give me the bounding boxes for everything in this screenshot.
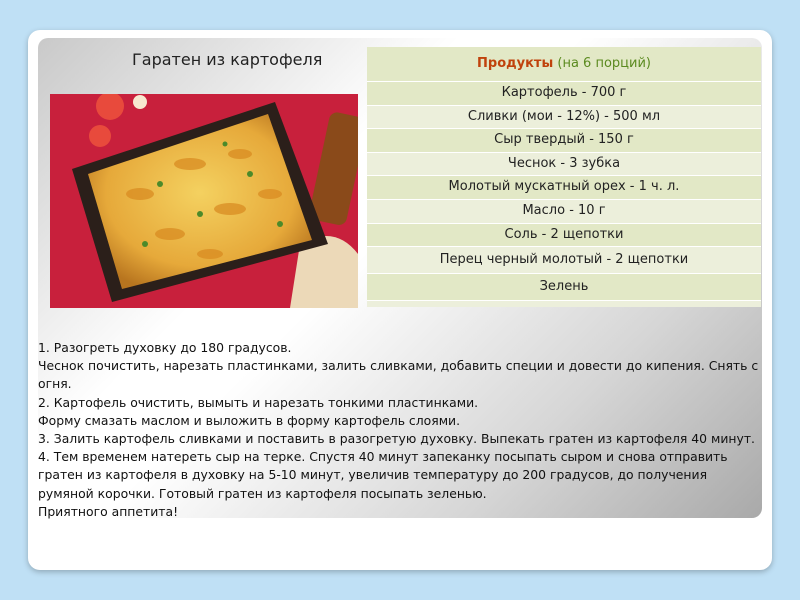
ingredients-table <box>367 47 761 307</box>
step-line: Форму смазать маслом и выложить в форму картофель слоями. <box>38 412 461 428</box>
step-line: 2. Картофель очистить, вымыть и нарезать тонкими пластинками. <box>38 394 479 410</box>
step-line: Чеснок почистить, нарезать пластинками, залить сливками, добавить специи и довести до кипения. Снять с огня. <box>38 358 759 392</box>
ingredient-row: Молотый мускатный орех - 1 ч. л. <box>367 176 761 200</box>
recipe-steps <box>38 339 762 521</box>
ingredients-header-servings: (на 6 порций) <box>553 56 651 71</box>
ingredient-row: Сыр твердый - 150 г <box>367 129 761 153</box>
ingredient-row: Перец черный молотый - 2 щепотки <box>367 247 761 274</box>
step-line: 3. Залить картофель сливками и поставить в разогретую духовку. Выпекать гратен из картофеля 40 минут. <box>38 431 755 447</box>
step-line: Приятного аппетита! <box>38 503 179 519</box>
gratin-photo <box>50 94 358 308</box>
step-line: 1. Разогреть духовку до 180 градусов. <box>38 340 292 355</box>
ingredient-row: Сливки (мои - 12%) - 500 мл <box>367 106 761 130</box>
ingredients-header-label: Продукты <box>477 56 554 71</box>
ingredient-row: Зелень <box>367 274 761 301</box>
page-title: Гаратен из картофеля <box>132 50 323 69</box>
ingredient-row: Картофель - 700 г <box>367 82 761 106</box>
ingredient-row: Масло - 10 г <box>367 200 761 224</box>
ingredient-row: Чеснок - 3 зубка <box>367 153 761 177</box>
ingredient-row: Соль - 2 щепотки <box>367 224 761 248</box>
step-line: 4. Тем временем натереть сыр на терке. Спустя 40 минут запеканку посыпать сыром и снова отправить гратен из картофеля в духовку на 5-10 минут, увеличив температуру до 200 градусов, до получения румяной корочки. Готовый гратен из картофеля посыпать зеленью. <box>38 449 728 501</box>
ingredients-header <box>367 47 761 82</box>
